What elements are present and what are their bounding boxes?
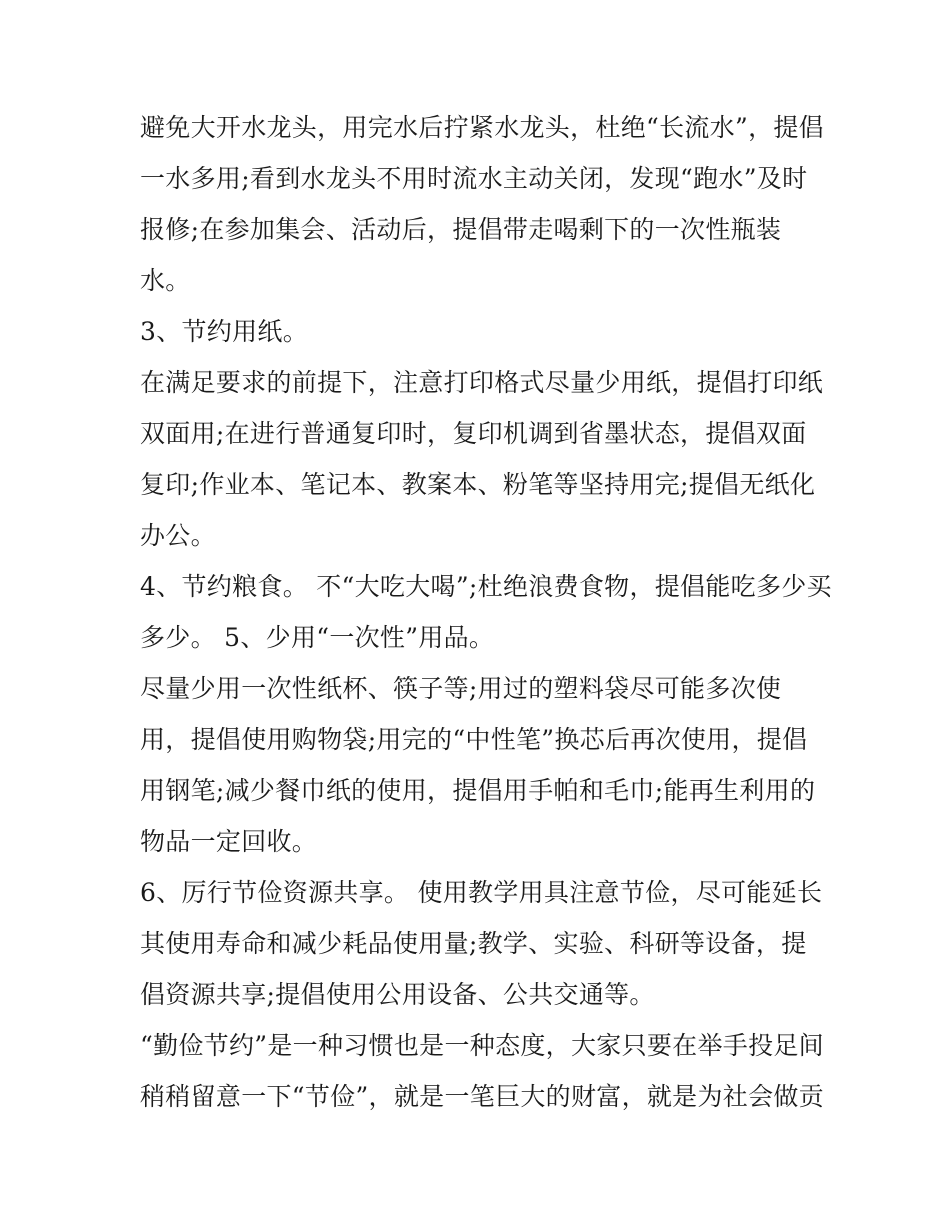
text-line: 水。 (140, 266, 191, 295)
text-line: 6、厉行节俭资源共享。 使用教学用具注意节俭，尽可能延长 (140, 878, 823, 907)
text-line: 物品一定回收。 (140, 827, 318, 856)
text-line: 一水多用;看到水龙头不用时流水主动关闭，发现“跑水”及时 (140, 164, 808, 193)
text-line: 稍稍留意一下“节俭”，就是一笔巨大的财富，就是为社会做贡 (140, 1082, 824, 1111)
text-line: 复印;作业本、笔记本、教案本、粉笔等坚持用完;提倡无纸化 (140, 470, 816, 499)
text-line: 用钢笔;减少餐巾纸的使用，提倡用手帕和毛巾;能再生利用的 (140, 776, 816, 805)
text-line: 4、节约粮食。 不“大吃大喝”;杜绝浪费食物，提倡能吃多少买 (140, 572, 832, 601)
section-heading: 3、节约用纸。 (140, 317, 309, 346)
text-line: 用，提倡使用购物袋;用完的“中性笔”换芯后再次使用，提倡 (140, 725, 808, 754)
text-line: 报修;在参加集会、活动后，提倡带走喝剩下的一次性瓶装 (140, 215, 782, 244)
text-line: 办公。 (140, 521, 216, 550)
text-line: 双面用;在进行普通复印时，复印机调到省墨状态，提倡双面 (140, 419, 807, 448)
text-line: 尽量少用一次性纸杯、筷子等;用过的塑料袋尽可能多次使 (140, 674, 782, 703)
text-line: 倡资源共享;提倡使用公用设备、公共交通等。 (140, 980, 655, 1009)
text-line: 其使用寿命和减少耗品使用量;教学、实验、科研等设备，提 (140, 929, 807, 958)
text-line: “勤俭节约”是一种习惯也是一种态度，大家只要在举手投足间 (140, 1031, 824, 1060)
text-line: 多少。 5、少用“一次性”用品。 (140, 623, 495, 652)
text-line: 在满足要求的前提下，注意打印格式尽量少用纸，提倡打印纸 (140, 368, 824, 397)
text-line: 避免大开水龙头，用完水后拧紧水龙头，杜绝“长流水”，提倡 (140, 113, 824, 142)
